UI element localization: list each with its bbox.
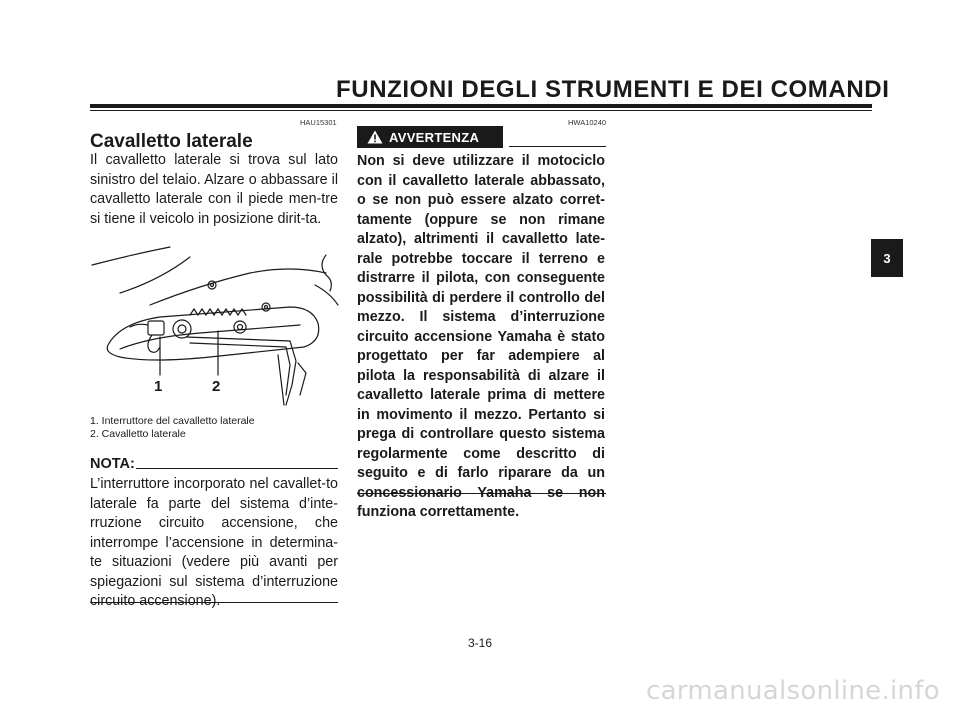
warning-end-rule [357, 493, 606, 494]
figure-label-2: 2 [212, 378, 221, 395]
section-heading: Cavalletto laterale [90, 131, 253, 152]
watermark: carmanualsonline.info [645, 676, 940, 706]
intro-paragraph: Il cavalletto laterale si trova sul lato sinistro del telaio. Alzare o abbassare il cavalletto laterale con il piede men-tre si tiene il veicolo in posizione dirit-ta. [90, 152, 338, 227]
header-rule-thin [90, 110, 872, 111]
warning-triangle-icon [367, 130, 383, 144]
header-rule [90, 104, 872, 108]
side-stand-drawing [90, 245, 340, 410]
warning-paragraph: Non si deve utilizzare il motociclo con il cavalletto laterale abbassato, o se non può essere alzato corret-tamente (oppure se non rimane alzato), altrimenti il cavalletto late-rale potrebbe toccare il terreno e distrarre il pilota, con conseguente possibilità di perdere il controllo del mezzo. Il sistema d’interruzione circuito accensione Yamaha è stato progettato per far adempiere al pilota la responsabilità di alzare il cavalletto laterale prima di mettere in movimento il mezzo. Pertanto si prega di controllare questo sistema regolarmente come descritto di seguito e di farlo riparare da un concessionario Yamaha se non funziona correttamente. [357, 153, 605, 520]
warning-badge [357, 126, 503, 148]
page-header-title: FUNZIONI DEGLI STRUMENTI E DEI COMANDI [336, 76, 890, 103]
chapter-tab: 3 [871, 239, 903, 277]
section-code: HAU15301 [300, 118, 337, 127]
note-rule [136, 468, 338, 469]
page-number: 3-16 [467, 636, 493, 650]
note-end-rule [90, 602, 338, 603]
note-paragraph: L’interruttore incorporato nel cavallet-to laterale fa parte del sistema d’inte-rruzione circuito accensione, che interrompe l’accensione in determina-te situazioni (vedere più avanti per spiegazioni sul sistema d’interruzione circuito accensione). [90, 476, 338, 609]
figure-caption [90, 415, 340, 441]
caption-item-1: 1. Interruttore del cavalletto laterale [90, 415, 255, 427]
warning-code: HWA10240 [568, 118, 607, 127]
warning-label: AVVERTENZA [389, 129, 480, 145]
note-label: NOTA: [90, 456, 135, 472]
warning-rule [509, 146, 606, 147]
figure-label-1: 1 [154, 378, 163, 395]
side-stand-illustration [90, 245, 340, 410]
caption-item-2: 2. Cavalletto laterale [90, 428, 186, 440]
